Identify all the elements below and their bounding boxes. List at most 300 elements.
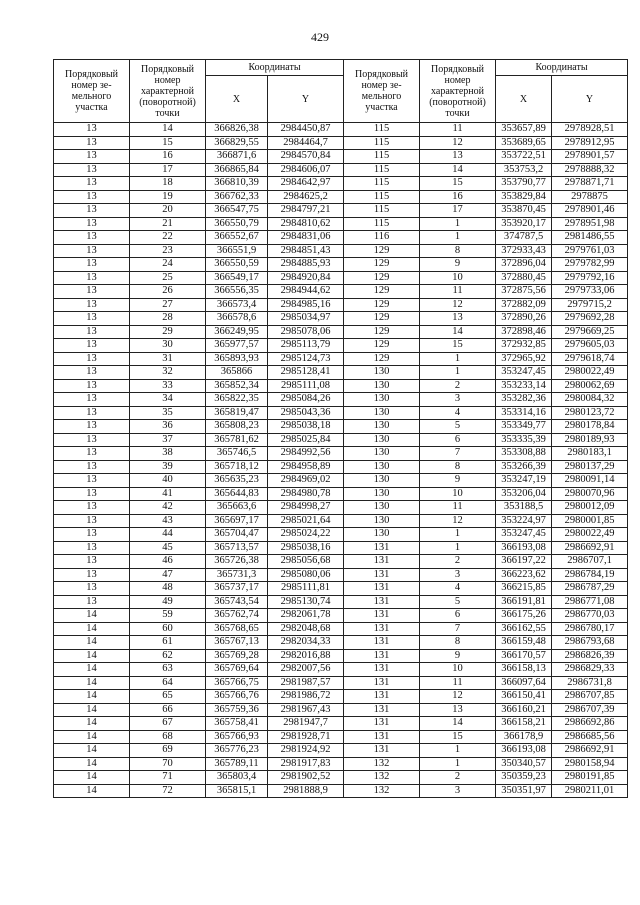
plot-number-cell: 131 [344, 676, 420, 690]
plot-number-cell: 14 [54, 649, 130, 663]
x-cell: 366865,84 [206, 163, 268, 177]
header-point-number: Порядковый номер характерной (поворотной) точки [130, 60, 206, 123]
x-cell: 366158,13 [496, 663, 552, 677]
x-cell: 353266,39 [496, 460, 552, 474]
x-cell: 365704,47 [206, 528, 268, 542]
point-number-cell: 1 [420, 217, 496, 231]
point-number-cell: 6 [420, 609, 496, 623]
plot-number-cell: 115 [344, 123, 420, 137]
point-number-cell: 1 [420, 541, 496, 555]
y-cell: 2981924,92 [268, 744, 344, 758]
y-cell: 2982061,78 [268, 609, 344, 623]
x-cell: 366578,6 [206, 312, 268, 326]
y-cell: 2980191,85 [552, 771, 628, 785]
table-row [54, 447, 628, 461]
plot-number-cell: 14 [54, 771, 130, 785]
table-body [54, 123, 628, 798]
point-number-cell: 4 [420, 406, 496, 420]
y-cell: 2979733,06 [552, 285, 628, 299]
y-cell: 2981928,71 [268, 730, 344, 744]
y-cell: 2980178,84 [552, 420, 628, 434]
x-cell: 366191,81 [496, 595, 552, 609]
point-number-cell: 66 [130, 703, 206, 717]
plot-number-cell: 131 [344, 541, 420, 555]
plot-number-cell: 14 [54, 717, 130, 731]
plot-number-cell: 115 [344, 177, 420, 191]
header-plot-number: Порядковый номер зе-мельного участка [54, 60, 130, 123]
y-cell: 2980123,72 [552, 406, 628, 420]
point-number-cell: 8 [420, 460, 496, 474]
plot-number-cell: 129 [344, 339, 420, 353]
table-row [54, 136, 628, 150]
y-cell: 2985021,64 [268, 514, 344, 528]
plot-number-cell: 116 [344, 231, 420, 245]
point-number-cell: 11 [420, 676, 496, 690]
plot-number-cell: 13 [54, 541, 130, 555]
point-number-cell: 18 [130, 177, 206, 191]
plot-number-cell: 129 [344, 271, 420, 285]
plot-number-cell: 13 [54, 366, 130, 380]
plot-number-cell: 131 [344, 595, 420, 609]
y-cell: 2980062,69 [552, 379, 628, 393]
y-cell: 2980211,01 [552, 784, 628, 798]
y-cell: 2986793,68 [552, 636, 628, 650]
x-cell: 353282,36 [496, 393, 552, 407]
point-number-cell: 23 [130, 244, 206, 258]
point-number-cell: 41 [130, 487, 206, 501]
point-number-cell: 2 [420, 379, 496, 393]
x-cell: 350359,23 [496, 771, 552, 785]
table-row [54, 784, 628, 798]
y-cell: 2984450,87 [268, 123, 344, 137]
point-number-cell: 13 [420, 703, 496, 717]
table-row [54, 231, 628, 245]
y-cell: 2984992,56 [268, 447, 344, 461]
header-coordinates: Координаты [206, 60, 344, 76]
y-cell: 2984570,84 [268, 150, 344, 164]
x-cell: 366158,21 [496, 717, 552, 731]
x-cell: 366178,9 [496, 730, 552, 744]
point-number-cell: 6 [420, 433, 496, 447]
x-cell: 353188,5 [496, 501, 552, 515]
y-cell: 2986707,85 [552, 690, 628, 704]
table-row [54, 352, 628, 366]
point-number-cell: 7 [420, 622, 496, 636]
plot-number-cell: 130 [344, 501, 420, 515]
table-row [54, 595, 628, 609]
point-number-cell: 14 [420, 717, 496, 731]
point-number-cell: 14 [420, 325, 496, 339]
plot-number-cell: 132 [344, 757, 420, 771]
y-cell: 2986685,56 [552, 730, 628, 744]
y-cell: 2985038,18 [268, 420, 344, 434]
y-cell: 2986707,39 [552, 703, 628, 717]
y-cell: 2984985,16 [268, 298, 344, 312]
x-cell: 365769,28 [206, 649, 268, 663]
y-cell: 2984642,97 [268, 177, 344, 191]
y-cell: 2985056,68 [268, 555, 344, 569]
x-cell: 372965,92 [496, 352, 552, 366]
point-number-cell: 15 [420, 177, 496, 191]
x-cell: 366249,95 [206, 325, 268, 339]
y-cell: 2978888,32 [552, 163, 628, 177]
point-number-cell: 43 [130, 514, 206, 528]
y-cell: 2979792,16 [552, 271, 628, 285]
table-row [54, 393, 628, 407]
point-number-cell: 1 [420, 528, 496, 542]
point-number-cell: 13 [420, 312, 496, 326]
point-number-cell: 14 [130, 123, 206, 137]
x-cell: 365766,93 [206, 730, 268, 744]
plot-number-cell: 13 [54, 528, 130, 542]
point-number-cell: 3 [420, 393, 496, 407]
table-row [54, 420, 628, 434]
x-cell: 365758,41 [206, 717, 268, 731]
x-cell: 365893,93 [206, 352, 268, 366]
plot-number-cell: 14 [54, 730, 130, 744]
y-cell: 2984980,78 [268, 487, 344, 501]
y-cell: 2980012,09 [552, 501, 628, 515]
point-number-cell: 28 [130, 312, 206, 326]
x-cell: 353308,88 [496, 447, 552, 461]
x-cell: 372933,43 [496, 244, 552, 258]
x-cell: 366871,6 [206, 150, 268, 164]
x-cell: 353224,97 [496, 514, 552, 528]
table-row [54, 541, 628, 555]
y-cell: 2979782,99 [552, 258, 628, 272]
point-number-cell: 5 [420, 420, 496, 434]
table-row [54, 501, 628, 515]
point-number-cell: 13 [420, 150, 496, 164]
plot-number-cell: 131 [344, 555, 420, 569]
plot-number-cell: 131 [344, 730, 420, 744]
table-row [54, 703, 628, 717]
point-number-cell: 11 [420, 285, 496, 299]
header-y-2: Y [552, 76, 628, 123]
plot-number-cell: 13 [54, 474, 130, 488]
table-row [54, 217, 628, 231]
plot-number-cell: 14 [54, 744, 130, 758]
y-cell: 2980158,94 [552, 757, 628, 771]
point-number-cell: 14 [420, 163, 496, 177]
plot-number-cell: 13 [54, 582, 130, 596]
x-cell: 366550,79 [206, 217, 268, 231]
plot-number-cell: 13 [54, 231, 130, 245]
point-number-cell: 15 [420, 339, 496, 353]
point-number-cell: 3 [420, 568, 496, 582]
plot-number-cell: 13 [54, 177, 130, 191]
x-cell: 365769,64 [206, 663, 268, 677]
y-cell: 2986771,08 [552, 595, 628, 609]
point-number-cell: 60 [130, 622, 206, 636]
table-row [54, 163, 628, 177]
point-number-cell: 31 [130, 352, 206, 366]
x-cell: 353829,84 [496, 190, 552, 204]
table-row [54, 744, 628, 758]
plot-number-cell: 130 [344, 487, 420, 501]
y-cell: 2981917,83 [268, 757, 344, 771]
point-number-cell: 19 [130, 190, 206, 204]
x-cell: 365713,57 [206, 541, 268, 555]
plot-number-cell: 13 [54, 433, 130, 447]
point-number-cell: 25 [130, 271, 206, 285]
y-cell: 2984958,89 [268, 460, 344, 474]
y-cell: 2982034,33 [268, 636, 344, 650]
y-cell: 2979715,2 [552, 298, 628, 312]
x-cell: 353722,51 [496, 150, 552, 164]
plot-number-cell: 13 [54, 190, 130, 204]
y-cell: 2985111,08 [268, 379, 344, 393]
point-number-cell: 64 [130, 676, 206, 690]
x-cell: 365731,3 [206, 568, 268, 582]
x-cell: 372890,26 [496, 312, 552, 326]
x-cell: 366762,33 [206, 190, 268, 204]
x-cell: 366552,67 [206, 231, 268, 245]
y-cell: 2986731,8 [552, 676, 628, 690]
header-coordinates-2: Координаты [496, 60, 628, 76]
table-row [54, 271, 628, 285]
point-number-cell: 16 [130, 150, 206, 164]
plot-number-cell: 14 [54, 636, 130, 650]
x-cell: 365767,13 [206, 636, 268, 650]
table-row [54, 258, 628, 272]
plot-number-cell: 132 [344, 771, 420, 785]
plot-number-cell: 129 [344, 352, 420, 366]
table-row [54, 528, 628, 542]
x-cell: 353689,65 [496, 136, 552, 150]
y-cell: 2984831,06 [268, 231, 344, 245]
plot-number-cell: 13 [54, 352, 130, 366]
plot-number-cell: 13 [54, 406, 130, 420]
point-number-cell: 34 [130, 393, 206, 407]
plot-number-cell: 130 [344, 366, 420, 380]
table-row [54, 366, 628, 380]
y-cell: 2986787,29 [552, 582, 628, 596]
y-cell: 2985113,79 [268, 339, 344, 353]
point-number-cell: 38 [130, 447, 206, 461]
plot-number-cell: 13 [54, 568, 130, 582]
plot-number-cell: 13 [54, 555, 130, 569]
header-plot-number-2: Порядковый номер зе-мельного участка [344, 60, 420, 123]
plot-number-cell: 130 [344, 528, 420, 542]
x-cell: 365803,4 [206, 771, 268, 785]
y-cell: 2986707,1 [552, 555, 628, 569]
y-cell: 2980070,96 [552, 487, 628, 501]
x-cell: 365808,23 [206, 420, 268, 434]
y-cell: 2984464,7 [268, 136, 344, 150]
plot-number-cell: 129 [344, 298, 420, 312]
point-number-cell: 62 [130, 649, 206, 663]
table-row [54, 582, 628, 596]
y-cell: 2980001,85 [552, 514, 628, 528]
plot-number-cell: 131 [344, 663, 420, 677]
y-cell: 2986770,03 [552, 609, 628, 623]
y-cell: 2981947,7 [268, 717, 344, 731]
plot-number-cell: 13 [54, 487, 130, 501]
point-number-cell: 9 [420, 649, 496, 663]
plot-number-cell: 115 [344, 150, 420, 164]
x-cell: 365789,11 [206, 757, 268, 771]
x-cell: 366175,26 [496, 609, 552, 623]
x-cell: 353870,45 [496, 204, 552, 218]
x-cell: 366829,55 [206, 136, 268, 150]
y-cell: 2978901,57 [552, 150, 628, 164]
point-number-cell: 67 [130, 717, 206, 731]
point-number-cell: 46 [130, 555, 206, 569]
plot-number-cell: 13 [54, 136, 130, 150]
header-y: Y [268, 76, 344, 123]
x-cell: 353753,2 [496, 163, 552, 177]
point-number-cell: 12 [420, 136, 496, 150]
table-row [54, 649, 628, 663]
plot-number-cell: 13 [54, 123, 130, 137]
table-row [54, 177, 628, 191]
y-cell: 2985080,06 [268, 568, 344, 582]
plot-number-cell: 13 [54, 379, 130, 393]
point-number-cell: 4 [420, 582, 496, 596]
plot-number-cell: 13 [54, 420, 130, 434]
point-number-cell: 26 [130, 285, 206, 299]
table-row [54, 150, 628, 164]
x-cell: 365737,17 [206, 582, 268, 596]
y-cell: 2984920,84 [268, 271, 344, 285]
table-row [54, 676, 628, 690]
y-cell: 2984944,62 [268, 285, 344, 299]
y-cell: 2985025,84 [268, 433, 344, 447]
x-cell: 365663,6 [206, 501, 268, 515]
x-cell: 366547,75 [206, 204, 268, 218]
plot-number-cell: 131 [344, 622, 420, 636]
x-cell: 366223,62 [496, 568, 552, 582]
point-number-cell: 9 [420, 474, 496, 488]
plot-number-cell: 130 [344, 406, 420, 420]
plot-number-cell: 13 [54, 163, 130, 177]
point-number-cell: 1 [420, 352, 496, 366]
plot-number-cell: 130 [344, 379, 420, 393]
point-number-cell: 30 [130, 339, 206, 353]
x-cell: 365644,83 [206, 487, 268, 501]
x-cell: 365768,65 [206, 622, 268, 636]
y-cell: 2981987,57 [268, 676, 344, 690]
point-number-cell: 70 [130, 757, 206, 771]
point-number-cell: 2 [420, 771, 496, 785]
point-number-cell: 22 [130, 231, 206, 245]
x-cell: 353335,39 [496, 433, 552, 447]
x-cell: 353349,77 [496, 420, 552, 434]
plot-number-cell: 13 [54, 447, 130, 461]
x-cell: 365726,38 [206, 555, 268, 569]
point-number-cell: 47 [130, 568, 206, 582]
x-cell: 350340,57 [496, 757, 552, 771]
point-number-cell: 68 [130, 730, 206, 744]
plot-number-cell: 130 [344, 420, 420, 434]
y-cell: 2984606,07 [268, 163, 344, 177]
x-cell: 366551,9 [206, 244, 268, 258]
y-cell: 2980183,1 [552, 447, 628, 461]
point-number-cell: 45 [130, 541, 206, 555]
point-number-cell: 5 [420, 595, 496, 609]
table-row [54, 622, 628, 636]
y-cell: 2986826,39 [552, 649, 628, 663]
y-cell: 2979605,03 [552, 339, 628, 353]
y-cell: 2978928,51 [552, 123, 628, 137]
plot-number-cell: 14 [54, 690, 130, 704]
y-cell: 2979692,28 [552, 312, 628, 326]
plot-number-cell: 14 [54, 622, 130, 636]
plot-number-cell: 130 [344, 474, 420, 488]
plot-number-cell: 132 [344, 784, 420, 798]
x-cell: 366170,57 [496, 649, 552, 663]
x-cell: 353790,77 [496, 177, 552, 191]
table-row [54, 325, 628, 339]
point-number-cell: 69 [130, 744, 206, 758]
plot-number-cell: 13 [54, 244, 130, 258]
x-cell: 353314,16 [496, 406, 552, 420]
point-number-cell: 12 [420, 690, 496, 704]
point-number-cell: 39 [130, 460, 206, 474]
x-cell: 366160,21 [496, 703, 552, 717]
y-cell: 2979669,25 [552, 325, 628, 339]
plot-number-cell: 131 [344, 690, 420, 704]
point-number-cell: 16 [420, 190, 496, 204]
y-cell: 2985130,74 [268, 595, 344, 609]
plot-number-cell: 131 [344, 636, 420, 650]
point-number-cell: 29 [130, 325, 206, 339]
x-cell: 366810,39 [206, 177, 268, 191]
y-cell: 2978875 [552, 190, 628, 204]
point-number-cell: 63 [130, 663, 206, 677]
x-cell: 365635,23 [206, 474, 268, 488]
x-cell: 353206,04 [496, 487, 552, 501]
point-number-cell: 1 [420, 744, 496, 758]
point-number-cell: 33 [130, 379, 206, 393]
x-cell: 372896,04 [496, 258, 552, 272]
point-number-cell: 42 [130, 501, 206, 515]
y-cell: 2980091,14 [552, 474, 628, 488]
y-cell: 2985111,81 [268, 582, 344, 596]
x-cell: 365822,35 [206, 393, 268, 407]
plot-number-cell: 130 [344, 514, 420, 528]
x-cell: 366550,59 [206, 258, 268, 272]
point-number-cell: 71 [130, 771, 206, 785]
x-cell: 353657,89 [496, 123, 552, 137]
y-cell: 2982048,68 [268, 622, 344, 636]
table-row [54, 757, 628, 771]
table-row [54, 379, 628, 393]
x-cell: 366197,22 [496, 555, 552, 569]
point-number-cell: 10 [420, 487, 496, 501]
x-cell: 365776,23 [206, 744, 268, 758]
plot-number-cell: 130 [344, 447, 420, 461]
x-cell: 365766,76 [206, 690, 268, 704]
y-cell: 2978912,95 [552, 136, 628, 150]
plot-number-cell: 129 [344, 285, 420, 299]
y-cell: 2979761,03 [552, 244, 628, 258]
plot-number-cell: 13 [54, 150, 130, 164]
plot-number-cell: 13 [54, 298, 130, 312]
point-number-cell: 2 [420, 555, 496, 569]
table-row [54, 514, 628, 528]
x-cell: 353247,45 [496, 366, 552, 380]
x-cell: 366556,35 [206, 285, 268, 299]
plot-number-cell: 14 [54, 703, 130, 717]
point-number-cell: 15 [420, 730, 496, 744]
point-number-cell: 49 [130, 595, 206, 609]
table-row [54, 433, 628, 447]
plot-number-cell: 131 [344, 703, 420, 717]
x-cell: 372932,85 [496, 339, 552, 353]
y-cell: 2981986,72 [268, 690, 344, 704]
